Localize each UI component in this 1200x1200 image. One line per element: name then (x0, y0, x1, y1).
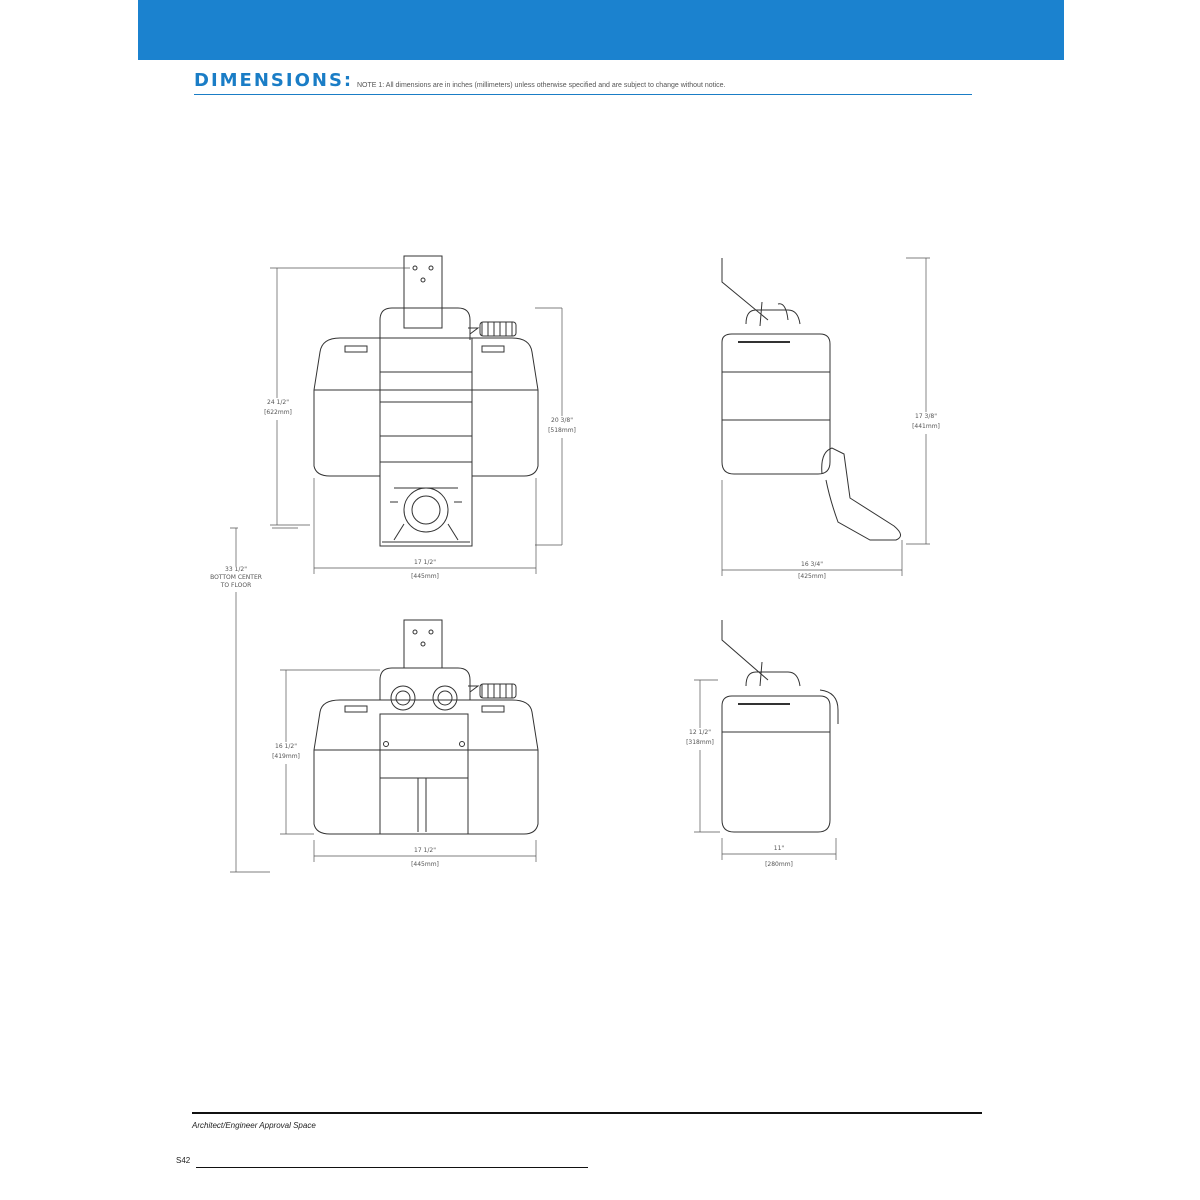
front-bottom-dimensions (280, 670, 536, 862)
approval-label: Architect/Engineer Approval Space (192, 1121, 316, 1130)
section-title: DIMENSIONS: (194, 70, 354, 91)
side-top-width-label: 16 3/4" (801, 561, 823, 568)
page-number: S42 (176, 1156, 191, 1165)
side-top-height-mm: [441mm] (912, 423, 940, 430)
front-top-height-label: 24 1/2" (267, 399, 289, 406)
technical-drawing (190, 240, 960, 890)
front-bottom-width-mm: [445mm] (411, 861, 439, 868)
mount-height-line2: BOTTOM CENTER (210, 574, 262, 581)
side-bottom-width-mm: [280mm] (765, 861, 793, 868)
front-top-inner-height-label: 20 3/8" (551, 417, 573, 424)
side-top-dimensions (722, 258, 930, 576)
mount-height-value: 33 1/2" (225, 566, 247, 573)
title-underline (194, 94, 972, 95)
side-top-height-label: 17 3/8" (915, 413, 937, 420)
front-top-inner-height-mm: [518mm] (548, 427, 576, 434)
side-top-width-mm: [425mm] (798, 573, 826, 580)
side-bottom-height-label: 12 1/2" (689, 729, 711, 736)
side-view-top (722, 258, 901, 540)
footer-rule (196, 1167, 588, 1168)
front-top-width-mm: [445mm] (411, 573, 439, 580)
front-bottom-width-label: 17 1/2" (414, 847, 436, 854)
mount-height-line3: TO FLOOR (220, 582, 252, 589)
side-bottom-dimensions (694, 680, 836, 860)
front-view-top (314, 256, 538, 546)
side-view-bottom (722, 620, 838, 832)
dimensions-note: NOTE 1: All dimensions are in inches (millimeters) unless otherwise specified and are subject to change without notice. (357, 82, 726, 89)
front-view-bottom (314, 620, 538, 834)
front-top-height-mm: [622mm] (264, 409, 292, 416)
side-bottom-height-mm: [318mm] (686, 739, 714, 746)
side-bottom-width-label: 11" (773, 845, 785, 852)
front-bottom-height-mm: [419mm] (272, 753, 300, 760)
approval-signature-line (192, 1112, 982, 1114)
front-bottom-height-label: 16 1/2" (275, 743, 297, 750)
front-top-width-label: 17 1/2" (414, 559, 436, 566)
